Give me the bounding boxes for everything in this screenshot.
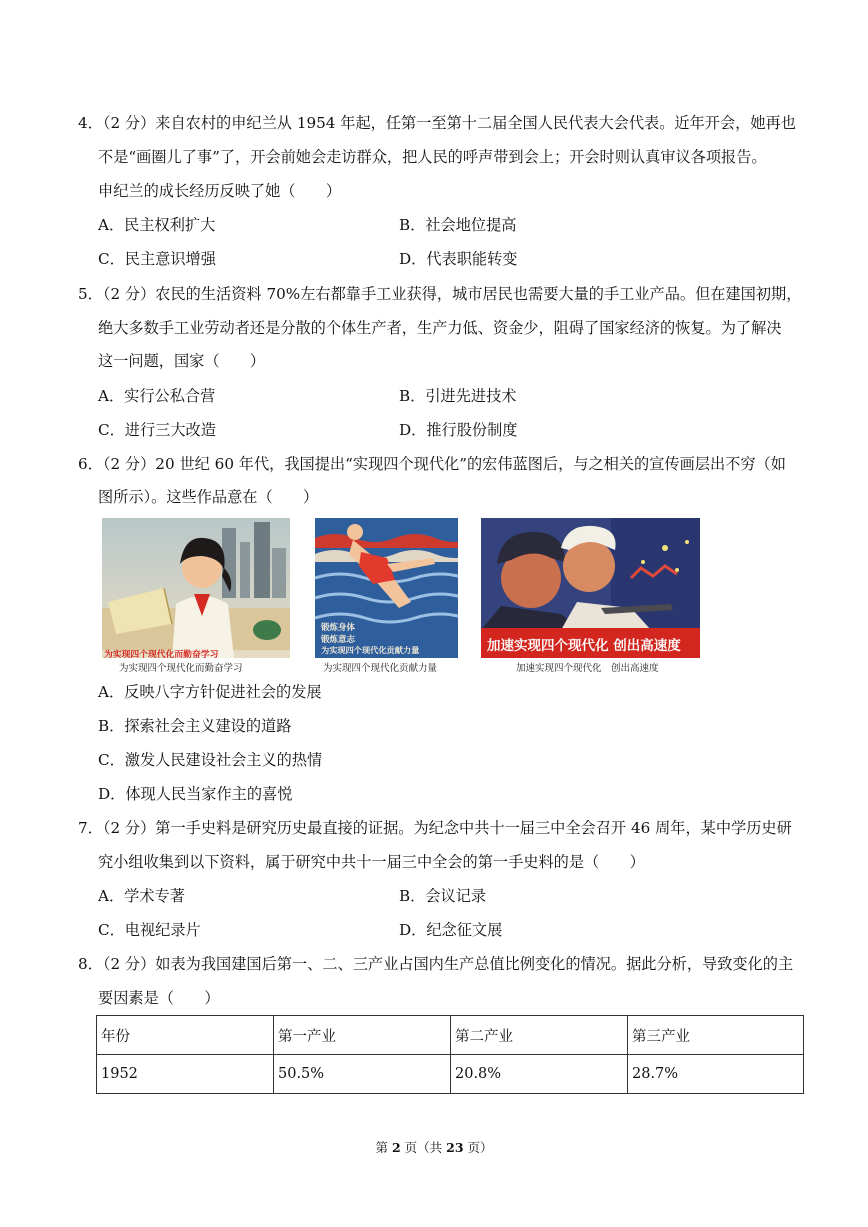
q7-stem-line-1: 7．（2 分）第一手史料是研究历史最直接的证据。为纪念中共十一届三中全会召开 46 周年，某中学历史研 [78,819,792,837]
q4-stem-line-2: 不是“画圈儿了事”了，开会前她会走访群众，把人民的呼声带到会上；开会时则认真审议各项报告。 [98,148,767,166]
q8-stem-line-1: 8．（2 分）如表为我国建国后第一、二、三产业占国内生产总值比例变化的情况。据此分析，导致变化的主 [78,955,794,973]
table-cell: 50.5% [274,1055,451,1094]
q5-option-a: A．实行公私合营 [98,387,216,405]
table-cell: 28.7% [628,1055,804,1094]
poster-study-image [102,518,290,658]
table-cell: 1952 [97,1055,274,1094]
q8-stem-line-2: 要因素是（ ） [98,989,220,1007]
table-cell: 20.8% [451,1055,628,1094]
poster-speed-caption: 加速实现四个现代化 创出高速度 [516,663,659,674]
q6-stem-line-1: 6．（2 分）20 世纪 60 年代，我国提出“实现四个现代化”的宏伟蓝图后，与之相关的宣传画层出不穷（如 [78,455,786,473]
poster-swim-caption: 为实现四个现代化贡献力量 [323,663,438,674]
q6-option-a: A．反映八字方针促进社会的发展 [98,683,322,701]
poster-swim-image [315,518,458,658]
q6-option-b: B．探索社会主义建设的道路 [98,717,292,735]
poster-study-artwork [102,518,290,658]
q5-option-d: D．推行股份制度 [399,421,518,439]
table-header-row [97,1016,804,1055]
footer-middle: 页（共 [400,1140,447,1155]
q5-option-b: B．引进先进技术 [399,387,517,405]
q4-option-a: A．民主权利扩大 [98,216,216,234]
q6-stem-line-2: 图所示）。这些作品意在（ ） [98,488,319,506]
q4-option-c: C．民主意识增强 [98,250,216,268]
poster-swim-banner-1: 锻炼身体 [321,623,356,633]
poster-study-caption: 为实现四个现代化而勤奋学习 [119,663,243,674]
q7-stem-line-2: 究小组收集到以下资料，属于研究中共十一届三中全会的第一手史料的是（ ） [98,853,645,871]
q7-option-d: D．纪念征文展 [399,921,503,939]
poster-swim-banner-3: 为实现四个现代化贡献力量 [321,645,420,655]
footer-suffix: 页） [463,1140,493,1155]
q6-option-c: C．激发人民建设社会主义的热情 [98,751,323,769]
q6-option-d: D．体现人民当家作主的喜悦 [98,785,293,803]
q7-option-c: C．电视纪录片 [98,921,201,939]
poster-swim-banner-2: 锻炼意志 [321,635,356,645]
q5-stem-line-3: 这一问题，国家（ ） [98,352,266,370]
q5-option-c: C．进行三大改造 [98,421,216,439]
q7-option-a: A．学术专著 [98,887,185,905]
footer-prefix: 第 [375,1140,392,1155]
page-number: 2 [391,1140,401,1155]
table-header-cell: 第二产业 [451,1016,628,1055]
page-footer [0,1138,868,1156]
table-header-cell: 年份 [97,1016,274,1055]
q4-option-d: D．代表职能转变 [399,250,518,268]
q5-stem-line-1: 5．（2 分）农民的生活资料 70%左右都靠手工业获得，城市居民也需要大量的手工业产品。但在建国初期， [78,285,802,303]
page-total: 23 [446,1140,464,1155]
table-header-cell: 第一产业 [274,1016,451,1055]
q4-option-b: B．社会地位提高 [399,216,517,234]
poster-speed-image [481,518,700,658]
industry-share-table [96,1015,804,1094]
table-header-cell: 第三产业 [628,1016,804,1055]
q4-stem-line-1: 4．（2 分）来自农村的申纪兰从 1954 年起，任第一至第十二届全国人民代表大会代表。近年开会，她再也 [78,114,796,132]
poster-study-banner: 为实现四个现代化而勤奋学习 [104,650,219,658]
q7-option-b: B．会议记录 [399,887,487,905]
poster-speed-banner: 加速实现四个现代化 创出高速度 [487,638,681,654]
q4-stem-line-3: 申纪兰的成长经历反映了她（ ） [98,182,341,200]
q5-stem-line-2: 绝大多数手工业劳动者还是分散的个体生产者，生产力低、资金少，阻碍了国家经济的恢复。为了解决 [98,319,782,337]
table-row [97,1055,804,1094]
